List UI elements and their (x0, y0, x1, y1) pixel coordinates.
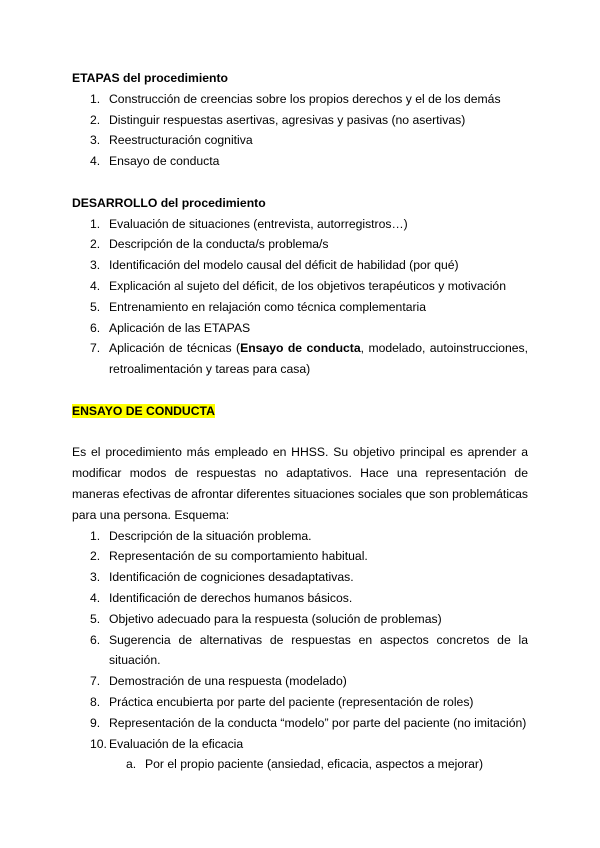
sublist-item (72, 754, 528, 775)
list-number: 2. (90, 237, 101, 252)
list-number: 6. (90, 632, 101, 647)
list-item (72, 546, 528, 567)
etapas-list (72, 89, 528, 172)
ensayo-heading-row (72, 401, 528, 422)
list-number: 8. (90, 694, 101, 709)
list-text: Explicación al sujeto del déficit, de los objetivos terapéuticos y motivación (109, 278, 506, 293)
list-text: Aplicación de técnicas ( (109, 341, 241, 356)
list-number: 9. (90, 715, 101, 730)
desarrollo-heading: DESARROLLO del procedimiento (72, 195, 266, 210)
list-text: Identificación de cogniciones desadaptativas. (109, 570, 354, 585)
list-number: a. (126, 757, 137, 772)
list-text: Identificación del modelo causal del déficit de habilidad (por qué) (109, 258, 459, 273)
list-text: Distinguir respuestas asertivas, agresivas y pasivas (no asertivas) (109, 112, 466, 127)
list-text: Objetivo adecuado para la respuesta (solución de problemas) (109, 611, 442, 626)
list-text: Práctica encubierta por parte del paciente (representación de roles) (109, 694, 474, 709)
spacer (72, 422, 528, 443)
list-text: Demostración de una respuesta (modelado) (109, 674, 347, 689)
list-text: Descripción de la conducta/s problema/s (109, 237, 329, 252)
list-text: Sugerencia de alternativas de respuestas en aspectos concretos de la situación. (109, 632, 528, 668)
ensayo-list (72, 526, 528, 755)
list-text: Reestructuración cognitiva (109, 133, 253, 148)
bold-text: Ensayo de conducta (240, 341, 361, 356)
list-number: 3. (90, 570, 101, 585)
list-item (72, 713, 528, 734)
list-item (72, 734, 528, 755)
list-number: 6. (90, 320, 101, 335)
spacer (72, 380, 528, 401)
list-item (72, 588, 528, 609)
list-number: 3. (90, 133, 101, 148)
list-item (72, 297, 528, 318)
list-number: 1. (90, 91, 101, 106)
document-page (72, 68, 528, 775)
list-item (72, 692, 528, 713)
list-text: Representación de su comportamiento habitual. (109, 549, 368, 564)
ensayo-sublist (72, 754, 528, 775)
list-number: 5. (90, 299, 101, 314)
spacer (72, 172, 528, 193)
list-text: Representación de la conducta “modelo” por parte del paciente (no imitación) (109, 715, 527, 730)
list-number: 10. (90, 736, 107, 751)
list-number: 3. (90, 258, 101, 273)
list-number: 5. (90, 611, 101, 626)
list-text: Por el propio paciente (ansiedad, eficacia, aspectos a mejorar) (145, 757, 484, 772)
list-item (72, 234, 528, 255)
list-item (72, 214, 528, 235)
list-text: Entrenamiento en relajación como técnica complementaria (109, 299, 427, 314)
list-number: 2. (90, 112, 101, 127)
list-item (72, 630, 528, 672)
list-text: Aplicación de las ETAPAS (109, 320, 251, 335)
list-number: 4. (90, 278, 101, 293)
list-item (72, 318, 528, 339)
list-text: Construcción de creencias sobre los propios derechos y el de los demás (109, 91, 501, 106)
list-item (72, 89, 528, 110)
list-item (72, 526, 528, 547)
list-number: 2. (90, 549, 101, 564)
list-item (72, 567, 528, 588)
list-number: 7. (90, 674, 101, 689)
list-item (72, 609, 528, 630)
list-item (72, 276, 528, 297)
etapas-heading: ETAPAS del procedimiento (72, 71, 228, 85)
list-text: , modelado, autoinstrucciones, retroalimentación y tareas para casa) (109, 341, 528, 377)
list-item (72, 130, 528, 151)
desarrollo-list (72, 214, 528, 380)
list-item (72, 671, 528, 692)
list-item (72, 110, 528, 131)
list-item (72, 338, 528, 380)
list-number: 4. (90, 590, 101, 605)
list-text: Descripción de la situación problema. (109, 528, 312, 543)
list-text: Evaluación de situaciones (entrevista, autorregistros…) (109, 216, 408, 231)
list-item (72, 151, 528, 172)
list-number: 1. (90, 528, 101, 543)
ensayo-heading: ENSAYO DE CONDUCTA (72, 403, 215, 418)
list-text: Evaluación de la eficacia (109, 736, 244, 751)
list-item (72, 255, 528, 276)
list-number: 1. (90, 216, 101, 231)
ensayo-paragraph: Es el procedimiento más empleado en HHSS. Su objetivo principal es aprender a modificar modos de respuestas no adaptativos. Hace una representación de maneras efectivas de afrontar diferentes situaciones sociales que son problemáticas para una persona. Esquema: (72, 445, 528, 522)
list-number: 7. (90, 341, 101, 356)
list-text: Ensayo de conducta (109, 154, 220, 169)
list-text: Identificación de derechos humanos básicos. (109, 590, 353, 605)
list-number: 4. (90, 154, 101, 169)
